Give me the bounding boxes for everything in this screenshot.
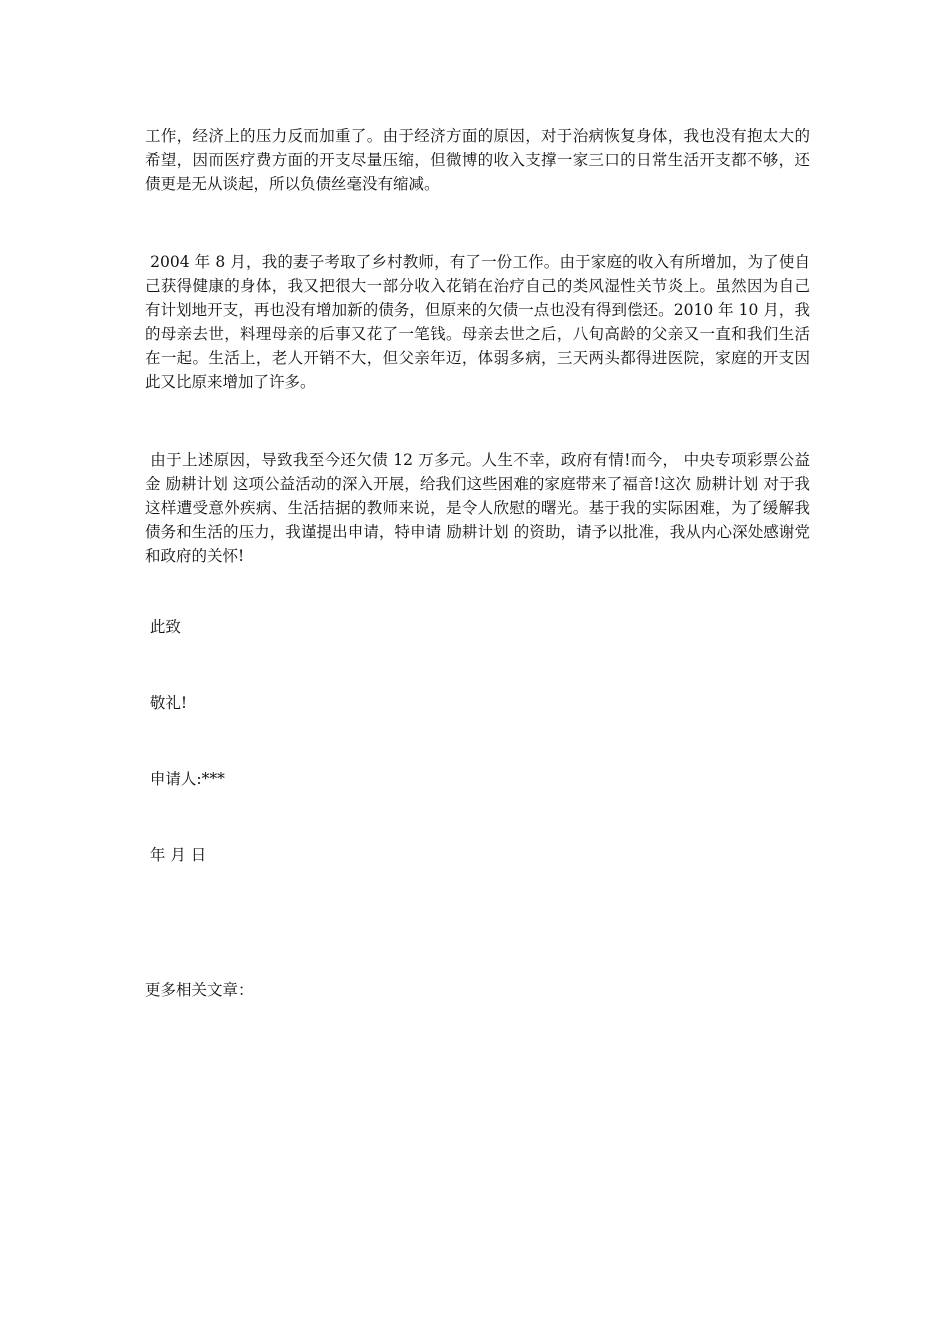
paragraph-spacer (145, 867, 810, 978)
paragraph-family-expenses: 2004 年 8 月，我的妻子考取了乡村教师，有了一份工作。由于家庭的收入有所增加，为了使自己获得健康的身体，我又把很大一部分收入花销在治疗自己的类风湿性关节炎上。虽然因为自己有计划地开支，再也没有增加新的债务，但原来的欠债一点也没有得到偿还。2010 年 10 月，我的母亲去世，料理母亲的后事又花了一笔钱。母亲去世之后，八旬高龄的父亲又一直和我们生活在一起。生活上，老人开销不大，但父亲年迈，体弱多病，三天两头都得进医院，家庭的开支因此又比原来增加了许多。 (145, 253, 810, 391)
paragraph-spacer (145, 394, 810, 448)
paragraph-spacer (145, 639, 810, 691)
letter-body (145, 124, 810, 1002)
closing-phrase: 此致 (145, 618, 181, 636)
more-articles-heading: 更多相关文章： (145, 981, 254, 999)
paragraph-spacer (145, 791, 810, 843)
paragraph-application-reason: 由于上述原因，导致我至今还欠债 12 万多元。人生不幸，政府有情!而今， 中央专项彩票公益金 励耕计划 这项公益活动的深入开展，给我们这些困难的家庭带来了福音!这次 励耕计划 对于我这样遭受意外疾病、生活拮据的教师来说，是令人欣慰的曙光。基于我的实际困难，为了缓解我债务和生活的压力，我谨提出申请，特申请 励耕计划 的资助，请予以批准，我从内心深处感谢党和政府的关怀! (145, 451, 810, 565)
paragraph-spacer (145, 196, 810, 250)
paragraph-financial-pressure: 工作，经济上的压力反而加重了。由于经济方面的原因，对于治病恢复身体，我也没有抱太大的希望，因而医疗费方面的开支尽量压缩，但微博的收入支撑一家三口的日常生活开支都不够，还债更是无从谈起，所以负债丝毫没有缩减。 (145, 127, 810, 193)
salutation: 敬礼! (145, 694, 188, 712)
paragraph-spacer (145, 568, 810, 615)
applicant-signature: 申请人:*** (145, 770, 225, 788)
date-line: 年 月 日 (145, 846, 207, 864)
paragraph-spacer (145, 715, 810, 767)
